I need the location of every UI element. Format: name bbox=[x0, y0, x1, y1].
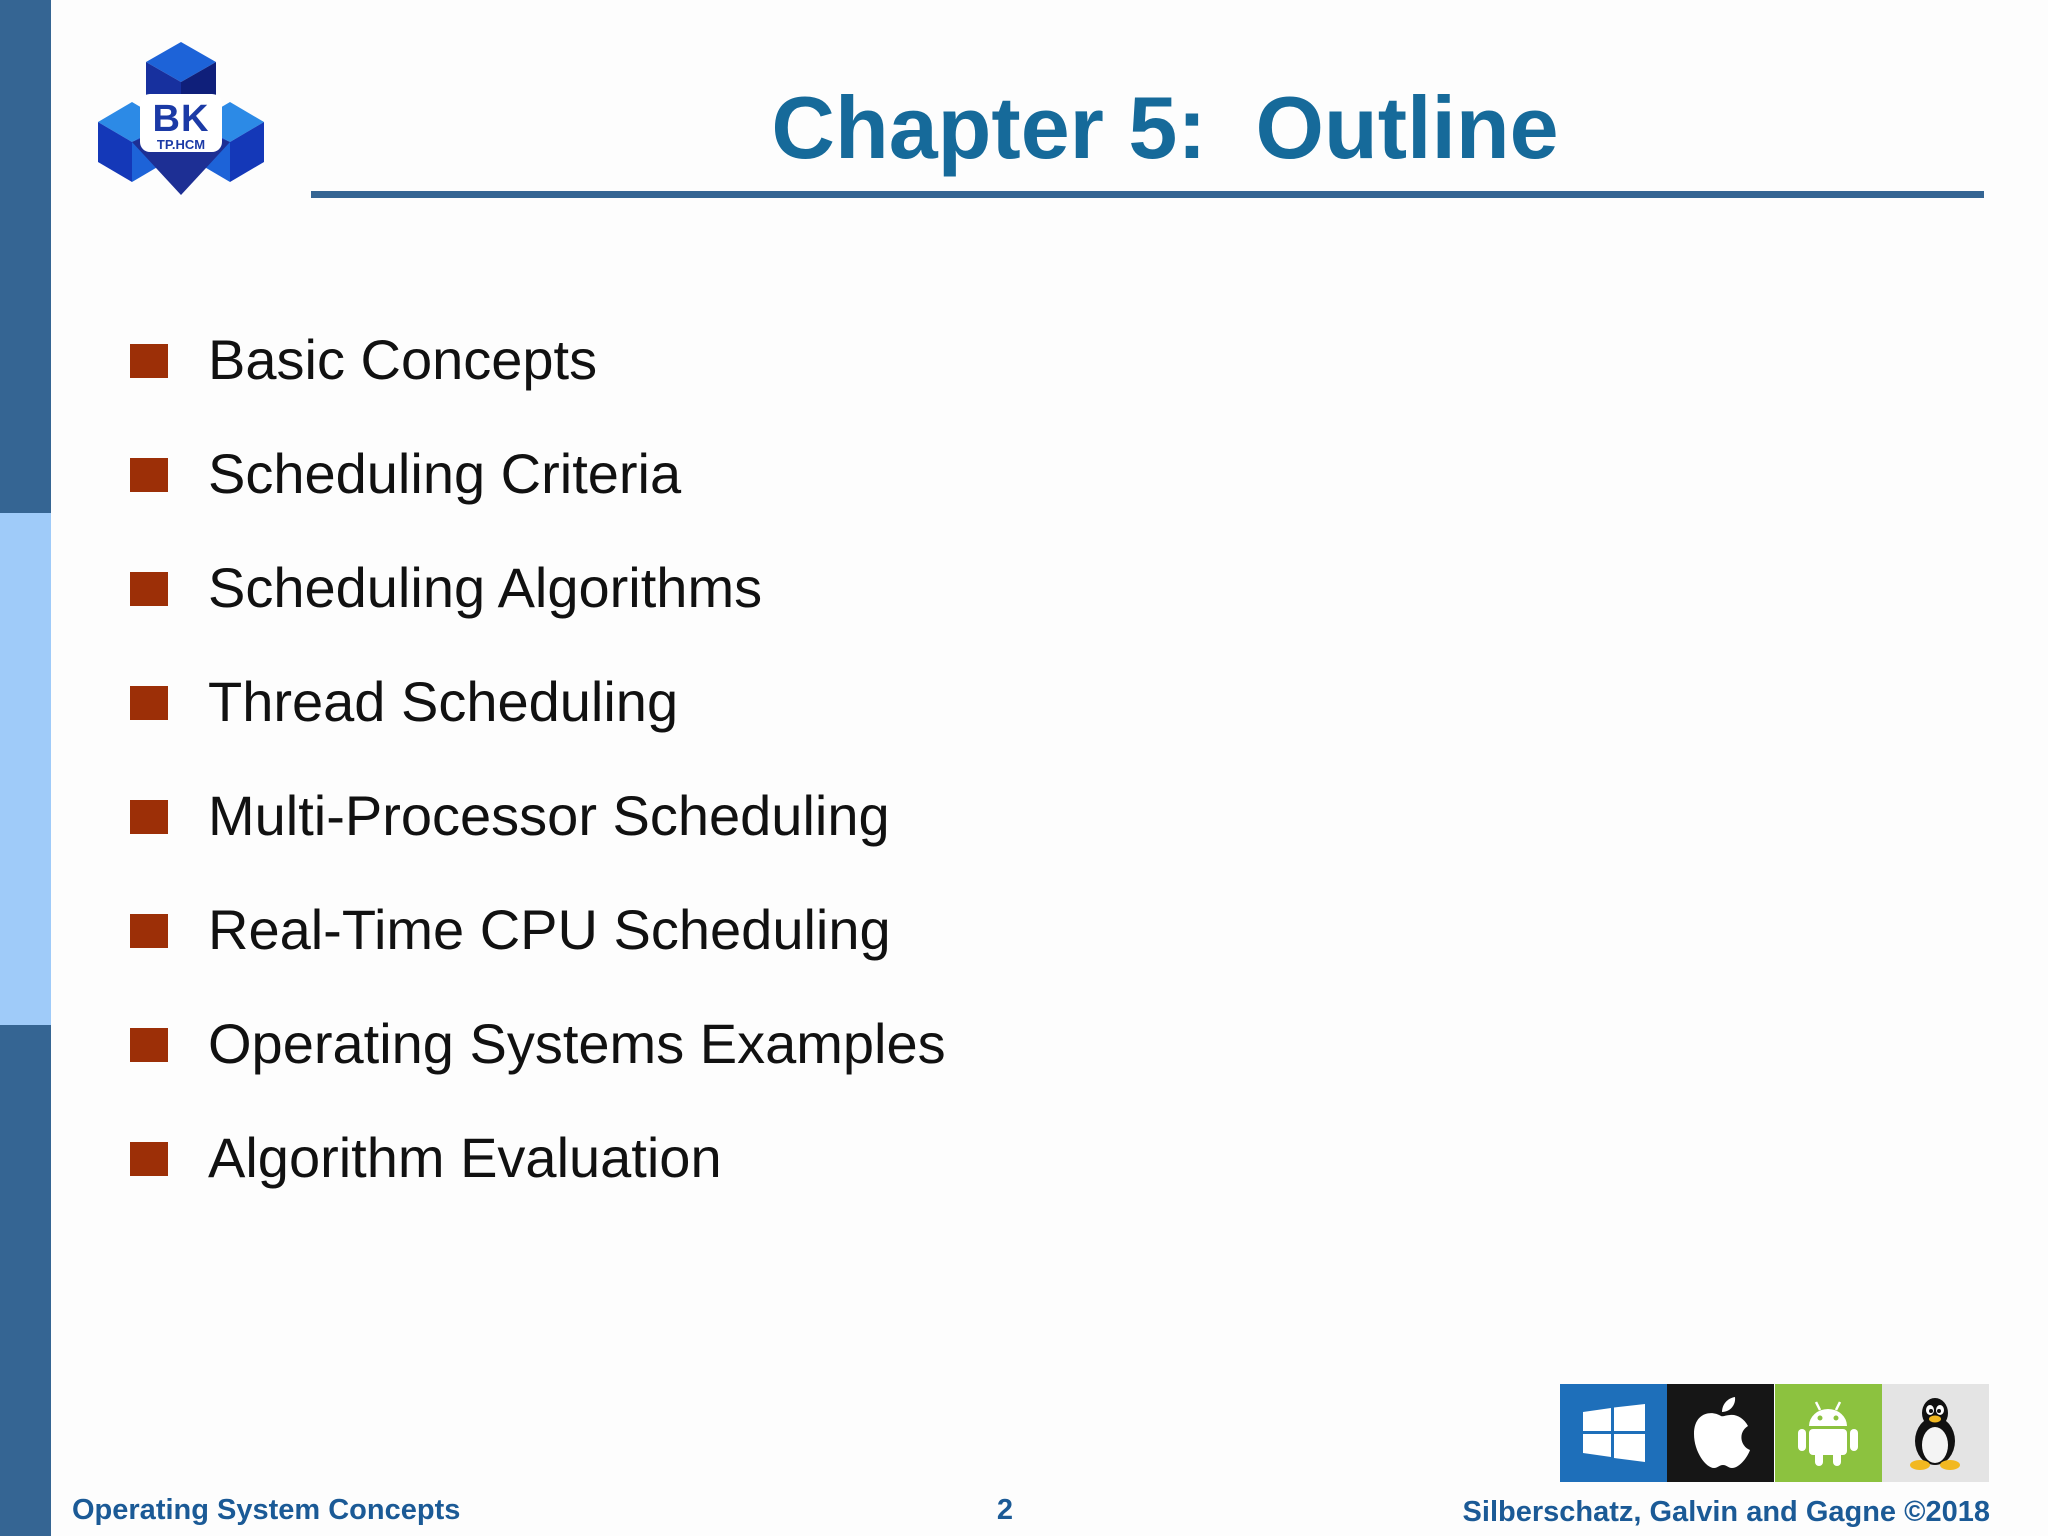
bk-university-logo bbox=[96, 42, 266, 195]
bullet-square-icon bbox=[130, 344, 168, 378]
footer-copyright: Silberschatz, Galvin and Gagne ©2018 bbox=[1462, 1496, 1990, 1528]
outline-item-text: Scheduling Criteria bbox=[208, 442, 682, 505]
logo-text-tphcm: TP.HCM bbox=[156, 137, 206, 152]
outline-item bbox=[130, 662, 1230, 742]
outline-item-text: Basic Concepts bbox=[208, 328, 598, 391]
outline-item bbox=[130, 776, 1230, 856]
outline-item bbox=[130, 320, 1230, 400]
bullet-square-icon bbox=[130, 572, 168, 606]
side-bar-middle-segment bbox=[0, 513, 51, 1025]
footer-page-number: 2 bbox=[996, 1494, 1014, 1526]
apple-icon bbox=[1667, 1384, 1774, 1482]
bullet-square-icon bbox=[130, 458, 168, 492]
outline-item-text: Multi-Processor Scheduling bbox=[208, 784, 890, 847]
os-logos-strip bbox=[1560, 1384, 1989, 1482]
outline-item bbox=[130, 548, 1230, 628]
title-underline bbox=[311, 191, 1984, 198]
outline-item-text: Real-Time CPU Scheduling bbox=[208, 898, 891, 961]
footer-course-title: Operating System Concepts bbox=[72, 1494, 461, 1526]
bullet-square-icon bbox=[130, 800, 168, 834]
outline-item bbox=[130, 1118, 1230, 1198]
bullet-square-icon bbox=[130, 686, 168, 720]
side-bar-top-segment bbox=[0, 0, 51, 513]
outline-item bbox=[130, 890, 1230, 970]
slide-title: Chapter 5: Outline bbox=[771, 78, 1559, 177]
outline-item-text: Thread Scheduling bbox=[208, 670, 679, 733]
outline-item bbox=[130, 1004, 1230, 1084]
windows-icon bbox=[1560, 1384, 1667, 1482]
bullet-square-icon bbox=[130, 1028, 168, 1062]
bullet-square-icon bbox=[130, 1142, 168, 1176]
outline-item-text: Scheduling Algorithms bbox=[208, 556, 763, 619]
bullet-square-icon bbox=[130, 914, 168, 948]
side-bar-bottom-segment bbox=[0, 1025, 51, 1536]
logo-text-bk: BK bbox=[152, 98, 210, 140]
linux-tux-icon bbox=[1882, 1384, 1989, 1482]
outline-item-text: Algorithm Evaluation bbox=[208, 1126, 722, 1189]
outline-item bbox=[130, 434, 1230, 514]
outline-item-text: Operating Systems Examples bbox=[208, 1012, 946, 1075]
android-icon bbox=[1775, 1384, 1882, 1482]
left-side-bar bbox=[0, 0, 51, 1536]
